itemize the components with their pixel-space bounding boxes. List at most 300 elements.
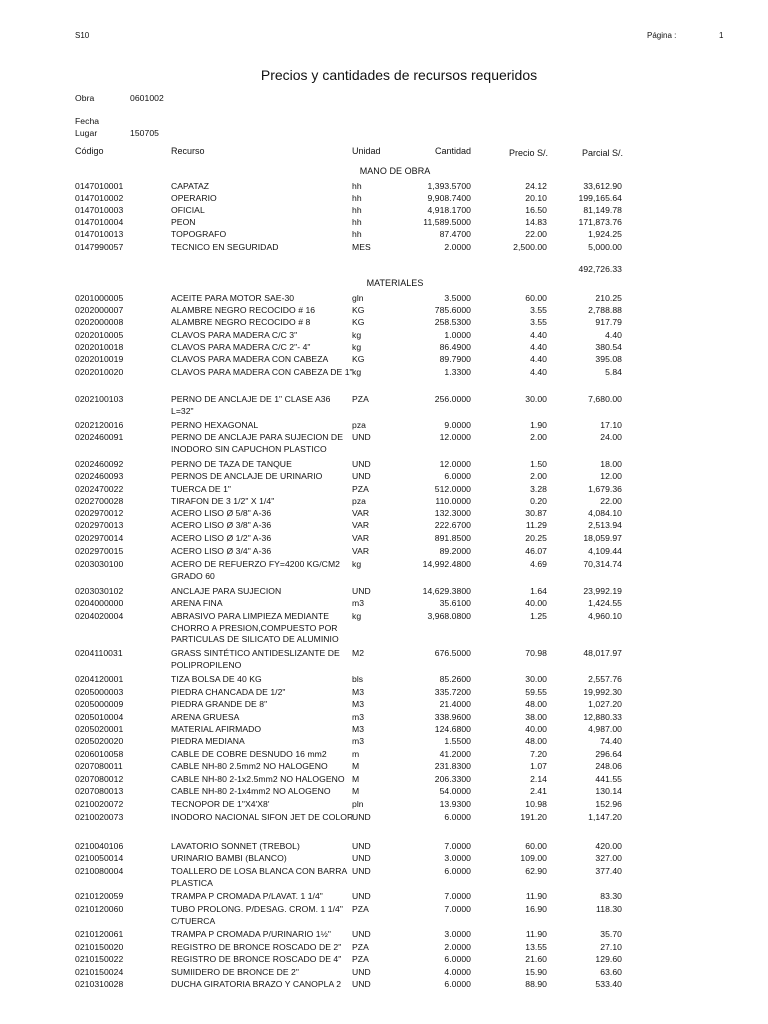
resource-code: 0205000003 — [75, 687, 124, 697]
resource-code: 0204000000 — [75, 598, 124, 608]
resource-unit: m3 — [352, 598, 365, 608]
resource-price: 4.40 — [530, 342, 547, 352]
page-number: 1 — [719, 31, 724, 40]
resource-code: 0205020001 — [75, 724, 124, 734]
resource-partial: 4,109.44 — [588, 546, 622, 556]
resource-code: 0210120060 — [75, 904, 124, 914]
resource-code: 0201000005 — [75, 293, 124, 303]
resource-partial: 296.64 — [595, 749, 622, 759]
resource-price: 2.14 — [530, 774, 547, 784]
resource-description: URINARIO BAMBI (BLANCO) — [171, 853, 287, 863]
resource-description: PEON — [171, 217, 196, 227]
resource-description: TOALLERO DE LOSA BLANCA CON BARRA — [171, 866, 348, 876]
resource-partial: 4,960.10 — [588, 611, 622, 621]
resource-partial: 83.30 — [600, 891, 622, 901]
resource-price: 4.40 — [530, 330, 547, 340]
resource-price: 2,500.00 — [513, 242, 547, 252]
resource-price: 30.00 — [525, 394, 547, 404]
resource-quantity: 6.0000 — [444, 979, 471, 989]
resource-partial: 420.00 — [595, 841, 622, 851]
resource-description: PIEDRA GRANDE DE 8" — [171, 699, 268, 709]
resource-unit: kg — [352, 611, 362, 621]
resource-unit: UND — [352, 979, 371, 989]
resource-code: 0210080004 — [75, 866, 124, 876]
resource-description: CLAVOS PARA MADERA C/C 3" — [171, 330, 298, 340]
resource-unit: m — [352, 749, 360, 759]
resource-price: 4.40 — [530, 354, 547, 364]
resource-description: PARTICULAS DE SILICATO DE ALUMINIO — [171, 634, 339, 644]
resource-unit: pza — [352, 420, 367, 430]
resource-unit: m3 — [352, 712, 365, 722]
resource-quantity: 2.0000 — [444, 942, 471, 952]
resource-price: 60.00 — [525, 293, 547, 303]
resource-unit: VAR — [352, 546, 370, 556]
resource-partial: 130.14 — [595, 786, 622, 796]
resource-description: GRADO 60 — [171, 570, 215, 581]
resource-partial: 118.30 — [596, 904, 622, 914]
column-header-recurso: Recurso — [171, 146, 205, 156]
resource-description: CAPATAZ — [171, 181, 210, 191]
resource-unit: kg — [352, 367, 362, 377]
resource-price: 0.20 — [530, 496, 547, 506]
resource-description: ALAMBRE NEGRO RECOCIDO # 16 — [171, 305, 316, 315]
resource-quantity: 12.0000 — [439, 459, 471, 469]
resource-code: 0147010013 — [75, 229, 124, 239]
resource-partial: 24.00 — [600, 432, 622, 442]
resource-code: 0203030100 — [75, 559, 124, 569]
resource-quantity: 231.8300 — [434, 761, 471, 771]
resource-unit: m3 — [352, 736, 365, 746]
resource-quantity: 891.8500 — [434, 533, 471, 543]
resource-quantity: 54.0000 — [439, 786, 471, 796]
resource-description: MATERIAL AFIRMADO — [171, 724, 262, 734]
resource-unit: PZA — [352, 942, 369, 952]
resource-unit: VAR — [352, 533, 370, 543]
resource-quantity: 11,589.5000 — [423, 217, 471, 227]
resource-code: 0210150022 — [75, 954, 124, 964]
resource-quantity: 222.6700 — [434, 520, 471, 530]
resource-quantity: 110.0000 — [435, 496, 471, 506]
resource-quantity: 1.0000 — [444, 330, 471, 340]
resource-quantity: 512.0000 — [434, 484, 471, 494]
resource-unit: pza — [352, 496, 367, 506]
resource-code: 0147010001 — [75, 181, 124, 191]
resource-quantity: 206.3300 — [434, 774, 471, 784]
resource-partial: 1,027.20 — [588, 699, 622, 709]
resource-code: 0205010004 — [75, 712, 124, 722]
resource-quantity: 6.0000 — [444, 471, 471, 481]
resource-price: 88.90 — [525, 979, 547, 989]
resource-description: CLAVOS PARA MADERA C/C 2"- 4" — [171, 342, 311, 352]
resource-quantity: 3.0000 — [444, 929, 471, 939]
resource-quantity: 6.0000 — [444, 812, 471, 822]
resource-quantity: 1.5500 — [444, 736, 471, 746]
resource-unit: UND — [352, 841, 371, 851]
resource-price: 40.00 — [525, 598, 547, 608]
resource-quantity: 338.9600 — [434, 712, 471, 722]
resource-description: SUMIIDERO DE BRONCE DE 2" — [171, 967, 299, 977]
resource-description: PLASTICA — [171, 877, 213, 888]
resource-code: 0202970013 — [75, 520, 124, 530]
resource-description: ACERO LISO Ø 3/4" A-36 — [171, 546, 272, 556]
resource-unit: kg — [352, 559, 362, 569]
resource-partial: 152.96 — [595, 799, 622, 809]
resource-description: TUBO PROLONG. P/DESAG. CROM. 1 1/4" — [171, 904, 343, 914]
resource-description: ARENA GRUESA — [171, 712, 240, 722]
resource-code: 0202970015 — [75, 546, 124, 556]
resource-code: 0207080011 — [75, 761, 123, 771]
resource-code: 0210020072 — [75, 799, 124, 809]
resource-partial: 1,424.55 — [588, 598, 622, 608]
column-header-cantidad: Cantidad — [434, 146, 471, 156]
section-total: 492,726.33 — [578, 264, 622, 274]
resource-description: ANCLAJE PARA SUJECION — [171, 586, 282, 596]
page-title: Precios y cantidades de recursos requeridos — [260, 67, 538, 83]
resource-unit: VAR — [352, 520, 370, 530]
resource-code: 0202970014 — [75, 533, 124, 543]
resource-price: 2.00 — [530, 432, 547, 442]
resource-price: 30.87 — [525, 508, 547, 518]
resource-description: C/TUERCA — [171, 915, 216, 926]
resource-quantity: 87.4700 — [439, 229, 471, 239]
resource-price: 7.20 — [530, 749, 547, 759]
resource-description: CHORRO A PRESION,COMPUESTO POR — [171, 622, 338, 633]
resource-partial: 2,513.94 — [588, 520, 622, 530]
resource-partial: 18.00 — [600, 459, 622, 469]
resource-unit: KG — [352, 305, 365, 315]
resource-code: 0204020004 — [75, 611, 124, 621]
resource-description: ACERO LISO Ø 5/8" A-36 — [171, 508, 272, 518]
resource-description: CABLE NH-80 2-1x4mm2 NO ALOGENO — [171, 786, 331, 796]
resource-quantity: 14,992.4800 — [422, 559, 471, 569]
resource-price: 60.00 — [525, 841, 547, 851]
resource-price: 2.00 — [530, 471, 547, 481]
resource-unit: KG — [352, 354, 365, 364]
resource-partial: 210.25 — [595, 293, 622, 303]
resource-price: 11.29 — [525, 520, 547, 530]
resource-quantity: 3.0000 — [444, 853, 471, 863]
resource-quantity: 676.5000 — [434, 648, 471, 658]
resource-price: 1.64 — [530, 586, 547, 596]
resource-quantity: 9,908.7400 — [427, 193, 471, 203]
report-code: S10 — [75, 31, 90, 40]
resource-code: 0202010018 — [75, 342, 124, 352]
resource-code: 0202000008 — [75, 317, 124, 327]
resource-quantity: 6.0000 — [444, 954, 471, 964]
resource-code: 0204120001 — [75, 674, 124, 684]
resource-price: 3.55 — [530, 305, 547, 315]
resource-description: DUCHA GIRATORIA BRAZO Y CANOPLA 2 — [171, 979, 342, 989]
resource-partial: 171,873.76 — [578, 217, 622, 227]
resource-description: PERNO DE ANCLAJE DE 1" CLASE A36 — [171, 394, 331, 404]
resource-price: 70.98 — [525, 648, 547, 658]
section-header: MANO DE OBRA — [359, 166, 431, 176]
resource-price: 191.20 — [520, 812, 547, 822]
resource-unit: PZA — [352, 394, 369, 404]
resource-description: PIEDRA CHANCADA DE 1/2" — [171, 687, 286, 697]
resource-quantity: 89.7900 — [439, 354, 471, 364]
column-header-precio: Precio S/. — [508, 148, 548, 158]
resource-quantity: 3,968.0800 — [427, 611, 471, 621]
resource-quantity: 13.9300 — [439, 799, 471, 809]
resource-price: 22.00 — [525, 229, 547, 239]
resource-description: GRASS SINTÉTICO ANTIDESLIZANTE DE — [171, 648, 340, 658]
resource-unit: UND — [352, 967, 371, 977]
resource-code: 0205020020 — [75, 736, 124, 746]
resource-price: 59.55 — [525, 687, 547, 697]
resource-description: TUERCA DE 1" — [171, 484, 232, 494]
resource-unit: bls — [352, 674, 364, 684]
resource-partial: 917.79 — [595, 317, 622, 327]
resource-code: 0207080013 — [75, 786, 124, 796]
resource-description: CABLE NH-80 2-1x2.5mm2 NO HALOGENO — [171, 774, 345, 784]
resource-description: OPERARIO — [171, 193, 217, 203]
resource-partial: 327.00 — [595, 853, 622, 863]
resource-unit: UND — [352, 866, 371, 876]
resource-code: 0210120059 — [75, 891, 124, 901]
resource-description: ACEITE PARA MOTOR SAE-30 — [171, 293, 295, 303]
resource-code: 0206010058 — [75, 749, 124, 759]
resource-description: ACERO DE REFUERZO FY=4200 KG/CM2 — [171, 559, 340, 569]
obra-label: Obra — [75, 93, 95, 103]
resource-quantity: 2.0000 — [444, 242, 471, 252]
resource-quantity: 256.0000 — [434, 394, 471, 404]
resource-partial: 70,314.74 — [583, 559, 622, 569]
resource-code: 0210120061 — [75, 929, 124, 939]
resource-partial: 5,000.00 — [588, 242, 622, 252]
resource-description: INODORO NACIONAL SIFON JET DE COLOR — [171, 812, 354, 822]
column-header-unidad: Unidad — [352, 146, 381, 156]
resource-description: OFICIAL — [171, 205, 205, 215]
resource-price: 1.50 — [530, 459, 547, 469]
resource-code: 0202010020 — [75, 367, 124, 377]
resource-description: PERNO DE TAZA DE TANQUE — [171, 459, 292, 469]
resource-partial: 22.00 — [600, 496, 622, 506]
resource-description: ACERO LISO Ø 1/2" A-36 — [171, 533, 272, 543]
resource-description: CLAVOS PARA MADERA CON CABEZA — [171, 354, 329, 364]
resource-code: 0204110031 — [75, 648, 123, 658]
resource-price: 1.25 — [530, 611, 547, 621]
resource-price: 46.07 — [525, 546, 547, 556]
resource-unit: UND — [352, 471, 371, 481]
resource-unit: PZA — [352, 484, 369, 494]
resource-description: TOPOGRAFO — [171, 229, 227, 239]
resource-price: 3.55 — [530, 317, 547, 327]
resource-quantity: 21.4000 — [439, 699, 471, 709]
resource-quantity: 7.0000 — [444, 904, 471, 914]
resource-quantity: 86.4900 — [439, 342, 471, 352]
resource-description: PERNOS DE ANCLAJE DE URINARIO — [171, 471, 323, 481]
resource-unit: PZA — [352, 954, 369, 964]
resource-unit: pln — [352, 799, 364, 809]
resource-code: 0147010004 — [75, 217, 124, 227]
resource-description: L=32" — [171, 405, 194, 416]
resource-price: 3.28 — [530, 484, 547, 494]
resource-code: 0202010019 — [75, 354, 124, 364]
resource-price: 16.90 — [525, 904, 547, 914]
resource-description: ABRASIVO PARA LIMPIEZA MEDIANTE — [171, 611, 330, 621]
resource-description: TECNICO EN SEGURIDAD — [171, 242, 279, 252]
resource-partial: 377.40 — [595, 866, 622, 876]
resource-price: 1.90 — [530, 420, 547, 430]
resource-price: 13.55 — [525, 942, 547, 952]
resource-quantity: 7.0000 — [444, 841, 471, 851]
resource-partial: 129.60 — [595, 954, 622, 964]
resource-partial: 441.55 — [595, 774, 622, 784]
column-header-parcial: Parcial S/. — [581, 148, 623, 158]
resource-price: 109.00 — [520, 853, 547, 863]
resource-description: CABLE NH-80 2.5mm2 NO HALOGENO — [171, 761, 328, 771]
section-header: MATERIALES — [366, 278, 424, 288]
resource-partial: 27.10 — [600, 942, 622, 952]
resource-code: 0202460092 — [75, 459, 124, 469]
resource-price: 20.25 — [525, 533, 547, 543]
resource-code: 0210040106 — [75, 841, 124, 851]
resource-quantity: 124.6800 — [434, 724, 471, 734]
resource-code: 0210020073 — [75, 812, 124, 822]
resource-quantity: 4.0000 — [444, 967, 471, 977]
resource-partial: 18,059.97 — [583, 533, 622, 543]
resource-description: TRAMPA P CROMADA P/URINARIO 1½" — [171, 929, 331, 939]
resource-price: 38.00 — [525, 712, 547, 722]
resource-partial: 380.54 — [595, 342, 622, 352]
resource-unit: MES — [352, 242, 371, 252]
resource-partial: 533.40 — [595, 979, 622, 989]
resource-partial: 1,924.25 — [588, 229, 622, 239]
resource-partial: 48,017.97 — [583, 648, 622, 658]
resource-price: 16.50 — [525, 205, 547, 215]
resource-description: REGISTRO DE BRONCE ROSCADO DE 4" — [171, 954, 342, 964]
resource-price: 20.10 — [525, 193, 547, 203]
resource-partial: 12,880.33 — [583, 712, 622, 722]
resource-code: 0202970012 — [75, 508, 124, 518]
resource-description: PIEDRA MEDIANA — [171, 736, 245, 746]
resource-description: CABLE DE COBRE DESNUDO 16 mm2 — [171, 749, 327, 759]
resource-unit: gln — [352, 293, 364, 303]
resource-unit: UND — [352, 891, 371, 901]
resource-partial: 74.40 — [600, 736, 622, 746]
resource-partial: 4,987.00 — [588, 724, 622, 734]
resource-price: 2.41 — [530, 786, 547, 796]
resource-price: 30.00 — [525, 674, 547, 684]
resource-unit: VAR — [352, 508, 370, 518]
resource-price: 48.00 — [525, 736, 547, 746]
resource-price: 48.00 — [525, 699, 547, 709]
resource-code: 0202460091 — [75, 432, 124, 442]
resource-quantity: 85.2600 — [439, 674, 471, 684]
resource-description: LAVATORIO SONNET (TREBOL) — [171, 841, 300, 851]
resource-unit: hh — [352, 217, 362, 227]
resource-quantity: 35.6100 — [439, 598, 471, 608]
resource-price: 24.12 — [525, 181, 547, 191]
resource-description: PERNO HEXAGONAL — [171, 420, 259, 430]
resource-unit: M3 — [352, 699, 365, 709]
resource-code: 0202470022 — [75, 484, 124, 494]
resource-quantity: 6.0000 — [444, 866, 471, 876]
resource-code: 0202700028 — [75, 496, 124, 506]
resource-unit: UND — [352, 929, 371, 939]
resource-unit: M — [352, 786, 360, 796]
resource-price: 4.69 — [530, 559, 547, 569]
resource-partial: 33,612.90 — [583, 181, 622, 191]
resource-code: 0202010005 — [75, 330, 124, 340]
resource-unit: hh — [352, 181, 362, 191]
resource-code: 0203030102 — [75, 586, 124, 596]
resource-price: 14.83 — [525, 217, 547, 227]
resource-partial: 81,149.78 — [583, 205, 622, 215]
resource-partial: 19,992.30 — [583, 687, 622, 697]
resource-partial: 199,165.64 — [578, 193, 622, 203]
resource-partial: 4,084.10 — [588, 508, 622, 518]
resource-partial: 2,557.76 — [588, 674, 622, 684]
resource-partial: 248.06 — [595, 761, 622, 771]
resource-description: ACERO LISO Ø 3/8" A-36 — [171, 520, 272, 530]
resource-partial: 23,992.19 — [583, 586, 622, 596]
resource-quantity: 3.5000 — [444, 293, 471, 303]
resource-description: TRAMPA P CROMADA P/LAVAT. 1 1/4" — [171, 891, 323, 901]
resource-description: REGISTRO DE BRONCE ROSCADO DE 2" — [171, 942, 342, 952]
resource-code: 0147990057 — [75, 242, 124, 252]
resource-quantity: 132.3000 — [434, 508, 471, 518]
resource-code: 0210150024 — [75, 967, 124, 977]
resource-unit: M — [352, 774, 360, 784]
obra-value: 0601002 — [130, 93, 164, 103]
resource-partial: 5.84 — [605, 367, 622, 377]
fecha-label: Fecha — [75, 116, 100, 126]
resource-partial: 2,788.88 — [588, 305, 622, 315]
resource-code: 0202000007 — [75, 305, 124, 315]
resource-price: 62.90 — [525, 866, 547, 876]
resource-quantity: 1,393.5700 — [427, 181, 471, 191]
resource-description: TECNOPOR DE 1"X4'X8' — [171, 799, 270, 809]
resource-unit: UND — [352, 586, 371, 596]
resource-price: 15.90 — [525, 967, 547, 977]
resource-quantity: 7.0000 — [444, 891, 471, 901]
resource-partial: 4.40 — [605, 330, 622, 340]
resource-price: 40.00 — [525, 724, 547, 734]
resource-unit: UND — [352, 432, 371, 442]
resource-unit: M3 — [352, 724, 365, 734]
resource-price: 21.60 — [525, 954, 547, 964]
resource-code: 0202120016 — [75, 420, 124, 430]
resource-partial: 12.00 — [600, 471, 622, 481]
resource-partial: 1,679.36 — [588, 484, 622, 494]
resource-partial: 395.08 — [595, 354, 622, 364]
column-header-codigo: Código — [75, 146, 104, 156]
resource-description: TIRAFON DE 3 1/2" X 1/4" — [171, 496, 275, 506]
resource-unit: hh — [352, 205, 362, 215]
resource-quantity: 785.6000 — [434, 305, 471, 315]
resource-description: INODORO SIN CAPUCHON PLASTICO — [171, 443, 327, 454]
resource-price: 1.07 — [530, 761, 547, 771]
resource-unit: M — [352, 761, 360, 771]
lugar-label: Lugar — [75, 128, 98, 138]
resource-code: 0202100103 — [75, 394, 124, 404]
resource-quantity: 335.7200 — [434, 687, 471, 697]
resource-partial: 63.60 — [600, 967, 622, 977]
resource-description: POLIPROPILENO — [171, 659, 242, 670]
resource-quantity: 9.0000 — [444, 420, 471, 430]
resource-price: 11.90 — [525, 891, 547, 901]
resource-description: PERNO DE ANCLAJE PARA SUJECION DE — [171, 432, 343, 442]
resource-code: 0147010002 — [75, 193, 124, 203]
resource-unit: UND — [352, 853, 371, 863]
resource-code: 0210050014 — [75, 853, 124, 863]
resource-quantity: 12.0000 — [439, 432, 471, 442]
resource-description: ARENA FINA — [171, 598, 223, 608]
resource-unit: PZA — [352, 904, 369, 914]
resource-description: CLAVOS PARA MADERA CON CABEZA DE 1" — [171, 367, 353, 377]
